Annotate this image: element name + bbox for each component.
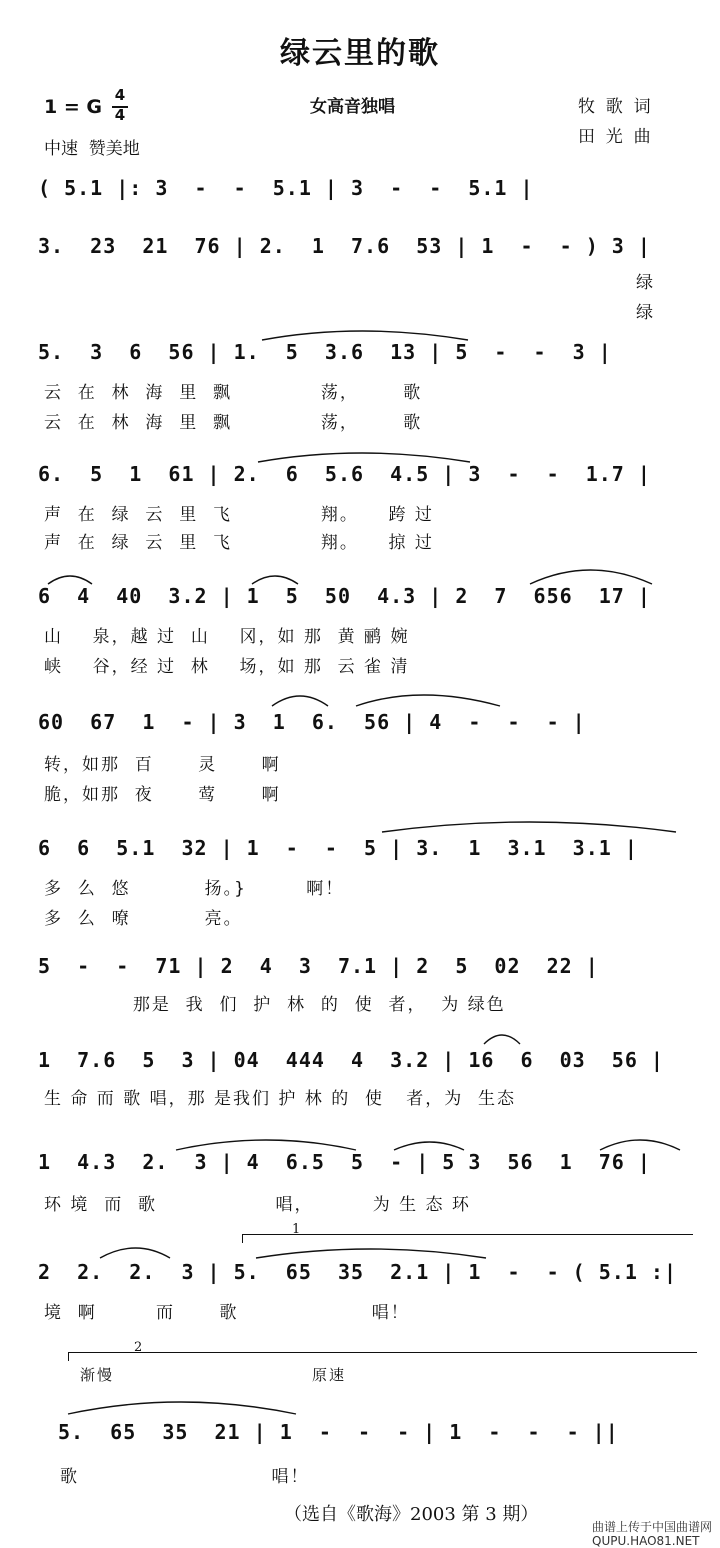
score-line-9: 1 7.6 5 3 | 04 444 4 3.2 | 16 6 03 56 | [38,1048,664,1072]
key-signature: 1 = G [44,96,102,118]
lyric-line-3b: 云 在 林 海 里 飘 荡， 歌 [44,413,423,433]
tempo-marking: 中速 赞美地 [44,139,140,159]
lyric-line-4b: 声 在 绿 云 里 飞 翔。 掠 过 [44,533,434,553]
lyric-line-6a: 转，如那 百 灵 啊 [44,755,281,775]
lyric-line-3a: 云 在 林 海 里 飘 荡， 歌 [44,383,423,403]
lyric-line-6b: 脆，如那 夜 莺 啊 [44,785,281,805]
score-line-3: 5. 3 6 56 | 1. 5 3.6 13 | 5 - - 3 | [38,340,612,364]
volta-number-1: 1 [292,1222,301,1237]
tempo-a-tempo: 原速 [312,1366,347,1384]
lyric-line-2a: 绿 [636,273,655,293]
score-line-8: 5 - - 71 | 2 4 3 7.1 | 2 5 02 22 | [38,954,599,978]
lyricist: 牧 歌 词 [578,97,651,117]
score-line-4: 6. 5 1 61 | 2. 6 5.6 4.5 | 3 - - 1.7 | [38,462,651,486]
score-line-12: 5. 65 35 21 | 1 - - - | 1 - - - || [58,1420,619,1444]
lyric-line-7a: 多 么 悠 扬。} 啊！ [44,879,345,899]
lyric-line-12: 歌 唱！ [60,1467,310,1487]
lyric-line-5a: 山 泉，越 过 山 冈，如 那 黄 鹂 婉 [44,627,410,647]
score-line-11: 2 2. 2. 3 | 5. 65 35 2.1 | 1 - - ( 5.1 :| [38,1260,678,1284]
score-line-5: 6 4 40 3.2 | 1 5 50 4.3 | 2 7 656 17 | [38,584,651,608]
score-line-10: 1 4.3 2. 3 | 4 6.5 5 - | 5 3 56 1 76 | [38,1150,651,1174]
score-line-6: 60 67 1 - | 3 1 6. 56 | 4 - - - | [38,710,586,734]
time-signature-top: 4 [114,86,126,104]
volta-number-2: 2 [134,1340,143,1355]
lyric-line-10: 环 境 而 歌 唱， 为 生 态 环 [44,1195,471,1215]
lyric-line-9: 生 命 而 歌 唱，那 是我们 护 林 的 使 者，为 生态 [44,1089,517,1109]
lyric-line-4a: 声 在 绿 云 里 飞 翔。 跨 过 [44,505,434,525]
composer: 田 光 曲 [578,127,651,147]
lyric-line-7b: 多 么 嘹 亮。 [44,909,243,929]
score-line-2: 3. 23 21 76 | 2. 1 7.6 53 | 1 - - ) 3 | [38,234,651,258]
source-note: （选自《歌海》2003 第 3 期） [284,1504,539,1525]
lyric-line-11: 境 啊 而 歌 唱！ [44,1303,410,1323]
time-signature-bottom: 4 [114,106,126,124]
lyric-line-5b: 峡 谷，经 过 林 场，如 那 云 雀 清 [44,657,410,677]
page-title: 绿云里的歌 [280,36,440,71]
performance-type: 女高音独唱 [310,97,395,117]
score-line-7: 6 6 5.1 32 | 1 - - 5 | 3. 1 3.1 3.1 | [38,836,638,860]
lyric-line-2b: 绿 [636,303,655,323]
tempo-ritardando: 渐慢 [80,1366,115,1384]
lyric-line-8: 那是 我 们 护 林 的 使 者， 为 绿色 [44,995,506,1015]
watermark-footer: 曲谱上传于中国曲谱网 QUPU.HAO81.NET [592,1520,713,1548]
score-line-1: ( 5.1 |: 3 - - 5.1 | 3 - - 5.1 | [38,176,534,200]
